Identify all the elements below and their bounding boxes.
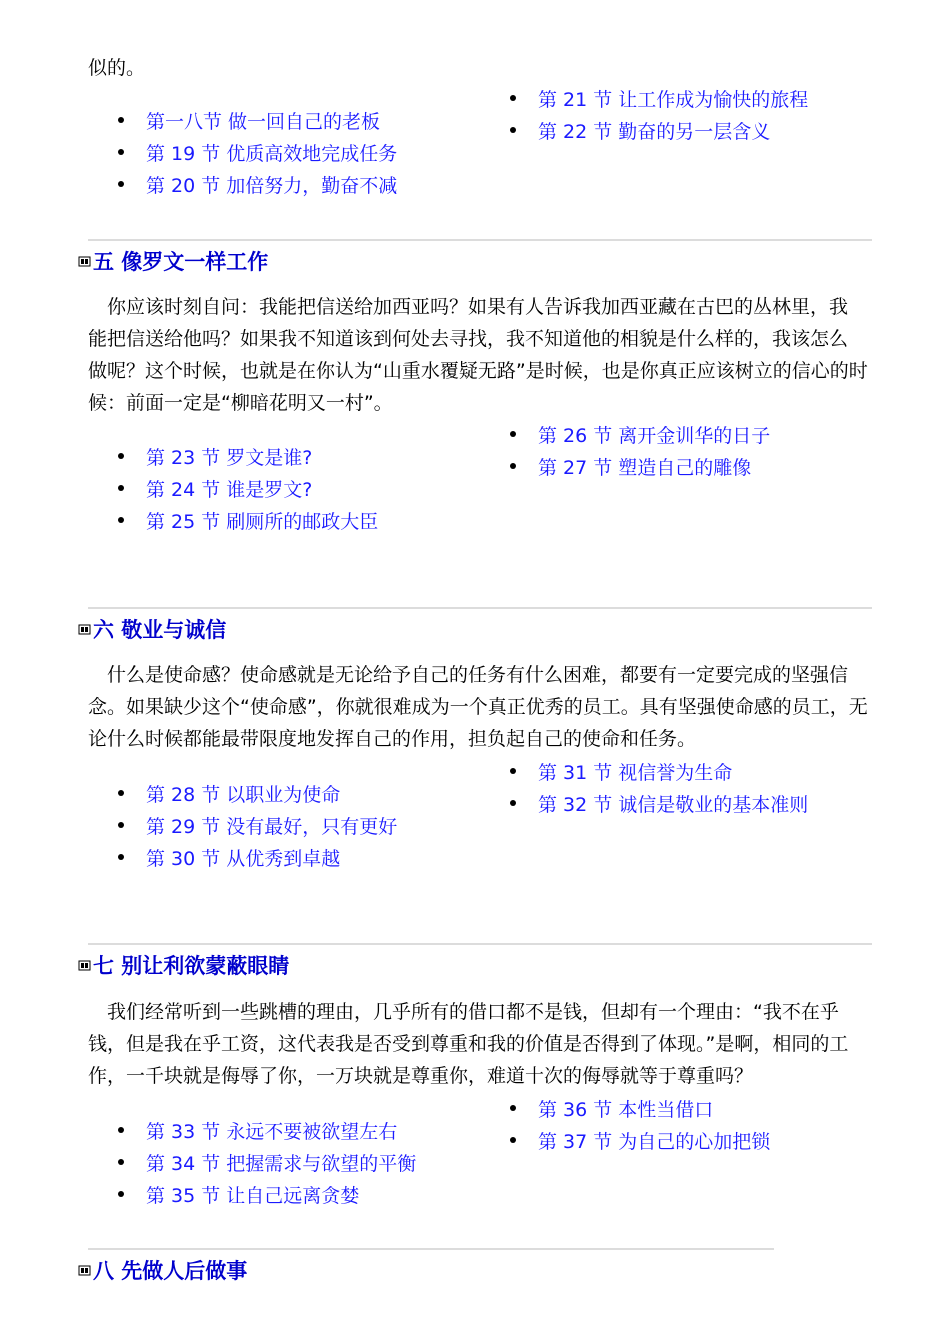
list-item (146, 136, 397, 168)
chapter-link[interactable]: 第 22 节 勤奋的另一层含义 (538, 120, 771, 143)
chapter-link[interactable]: 第 23 节 罗文是谁? (146, 446, 313, 469)
chapter-link[interactable]: 第 28 节 以职业为使命 (146, 783, 341, 806)
chapter-link[interactable]: 第 20 节 加倍努力，勤奋不减 (146, 174, 398, 197)
section-divider (88, 943, 872, 945)
list-item (538, 82, 808, 114)
section-divider (88, 607, 872, 609)
list-item (538, 450, 770, 482)
list-item (146, 777, 397, 809)
chapter-list-left (146, 777, 397, 873)
list-item (146, 809, 397, 841)
section-heading (78, 248, 268, 274)
chapter-list-right (538, 1092, 770, 1156)
chapter-link[interactable]: 第 37 节 为自己的心加把锁 (538, 1130, 771, 1153)
section-divider (88, 1248, 774, 1250)
bullet-icon (510, 95, 516, 101)
list-item (146, 440, 378, 472)
book-icon (78, 1264, 91, 1277)
chapter-link[interactable]: 第 32 节 诚信是敬业的基本准则 (538, 793, 809, 816)
chapter-link[interactable]: 第 35 节 让自己远离贪婪 (146, 1184, 360, 1207)
section-paragraph: 你应该时刻自问：我能把信送给加西亚吗？如果有人告诉我加西亚藏在古巴的丛林里，我 能把信送给他吗？如果我不知道该到何处去寻找，我不知道他的相貌是什么样的，我该怎么 做呢？这个时候，也就是在你认为“山重水覆疑无路”是时候，也是你真正应该树立的信心的时 候：前面一定是“柳暗花明又一村”。 (88, 296, 868, 414)
bullet-icon (510, 800, 516, 806)
bullet-icon (510, 431, 516, 437)
section-heading (78, 1257, 247, 1283)
list-item (146, 168, 397, 200)
list-item (538, 114, 808, 146)
bullet-icon (510, 127, 516, 133)
chapter-link[interactable]: 第 26 节 离开金训华的日子 (538, 424, 771, 447)
chapter-list-left (146, 1114, 416, 1210)
list-item (146, 1178, 416, 1210)
chapter-link[interactable]: 第 21 节 让工作成为愉快的旅程 (538, 88, 809, 111)
bullet-icon (118, 1159, 124, 1165)
chapter-link[interactable]: 第 30 节 从优秀到卓越 (146, 847, 341, 870)
bullet-icon (118, 485, 124, 491)
bullet-icon (118, 1191, 124, 1197)
chapter-link[interactable]: 第 25 节 刷厕所的邮政大臣 (146, 510, 379, 533)
chapter-list-left (146, 104, 397, 200)
chapter-list-right (538, 82, 808, 146)
chapter-link[interactable]: 第 19 节 优质高效地完成任务 (146, 142, 398, 165)
section-paragraph: 什么是使命感？使命感就是无论给予自己的任务有什么困难，都要有一定要完成的坚强信 念。如果缺少这个“使命感”，你就很难成为一个真正优秀的员工。具有坚强使命感的员工，无 论什么时候都能最带限度地发挥自己的作用，担负起自己的使命和任务。 (88, 664, 868, 750)
bullet-icon (118, 854, 124, 860)
chapter-list-left (146, 440, 378, 536)
list-item (538, 755, 808, 787)
bullet-icon (510, 768, 516, 774)
section-heading (78, 616, 226, 642)
bullet-icon (118, 149, 124, 155)
list-item (146, 1114, 416, 1146)
section-title: 五 像罗文一样工作 (93, 250, 269, 274)
chapter-link[interactable]: 第 27 节 塑造自己的雕像 (538, 456, 752, 479)
bullet-icon (118, 453, 124, 459)
list-item (146, 472, 378, 504)
section-title: 六 敬业与诚信 (93, 618, 227, 642)
book-icon (78, 255, 91, 268)
chapter-list-right (538, 418, 770, 482)
bullet-icon (118, 181, 124, 187)
chapter-link[interactable]: 第一八节 做一回自己的老板 (146, 110, 381, 133)
bullet-icon (118, 517, 124, 523)
bullet-icon (510, 1105, 516, 1111)
list-item (538, 787, 808, 819)
section-title: 八 先做人后做事 (93, 1259, 248, 1283)
bullet-icon (118, 822, 124, 828)
bullet-icon (510, 1137, 516, 1143)
book-icon (78, 623, 91, 636)
list-item (146, 504, 378, 536)
chapter-link[interactable]: 第 29 节 没有最好，只有更好 (146, 815, 398, 838)
section-title: 七 别让利欲蒙蔽眼睛 (93, 954, 290, 978)
book-icon (78, 959, 91, 972)
section-paragraph: 我们经常听到一些跳槽的理由，几乎所有的借口都不是钱，但却有一个理由：“我不在乎 钱，但是我在乎工资，这代表我是否受到尊重和我的价值是否得到了体现。”是啊，相同的工 作，一千块就是侮辱了你，一万块就是尊重你，难道十次的侮辱就等于尊重吗？ (88, 1001, 849, 1087)
list-item (146, 104, 397, 136)
bullet-icon (118, 117, 124, 123)
bullet-icon (118, 1127, 124, 1133)
list-item (538, 1092, 770, 1124)
list-item (146, 841, 397, 873)
chapter-link[interactable]: 第 33 节 永远不要被欲望左右 (146, 1120, 398, 1143)
section-heading (78, 952, 289, 978)
bullet-icon (118, 790, 124, 796)
chapter-link[interactable]: 第 24 节 谁是罗文? (146, 478, 313, 501)
chapter-link[interactable]: 第 36 节 本性当借口 (538, 1098, 714, 1121)
list-item (538, 1124, 770, 1156)
chapter-link[interactable]: 第 31 节 视信誉为生命 (538, 761, 733, 784)
lead-text: 似的。 (88, 57, 146, 79)
list-item (146, 1146, 416, 1178)
bullet-icon (510, 463, 516, 469)
section-divider (88, 239, 872, 241)
chapter-link[interactable]: 第 34 节 把握需求与欲望的平衡 (146, 1152, 417, 1175)
chapter-list-right (538, 755, 808, 819)
list-item (538, 418, 770, 450)
